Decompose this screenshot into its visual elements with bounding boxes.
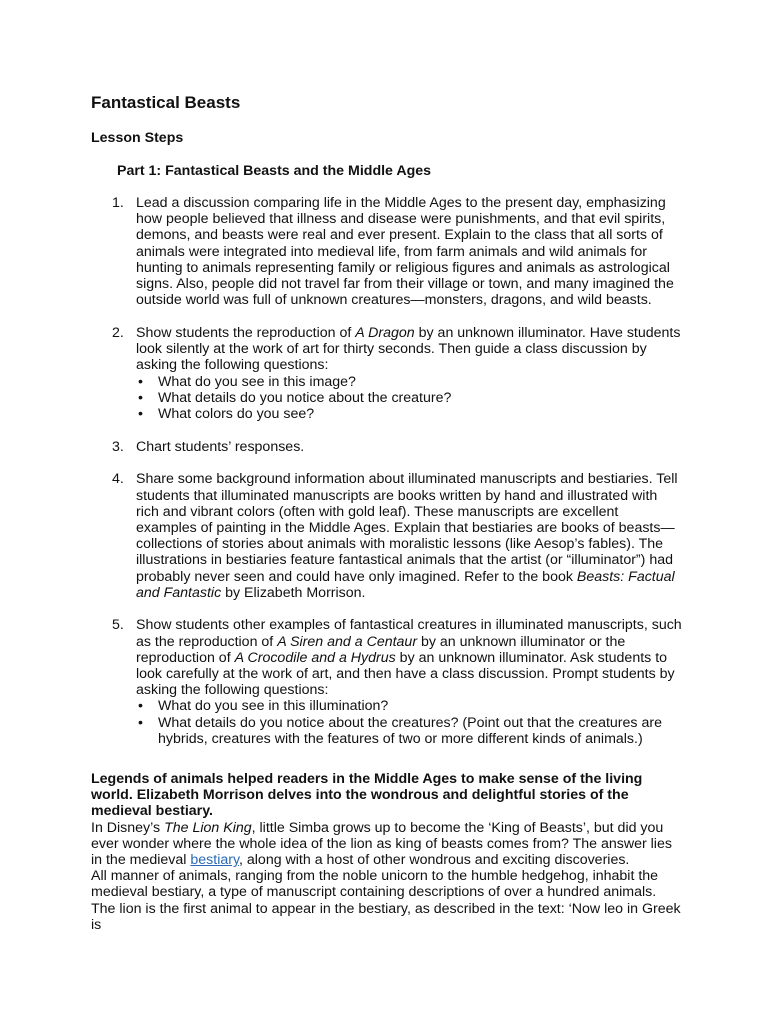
step-1 [112,195,682,308]
list-item: • What colors do you see? [136,406,682,422]
list-item: • What do you see in this image? [136,374,682,390]
step-2 [112,325,682,422]
list-item: • What details do you notice about the creatures? (Point out that the creatures are hybrids, creatures with the features of two or more different kinds of animals.) [136,715,682,747]
step-text: Show students the reproduction of A Dragon by an unknown illuminator. Have students look silently at the work of art for thirty seconds. Then guide a class discussion by asking the following questions: [136,324,681,374]
question-list [136,374,682,423]
step-number: 4. [112,471,124,488]
book-title: Beasts: Factual and Fantastic [136,568,675,601]
step-4 [112,471,682,601]
artwork-title: A Siren and a Centaur [277,633,418,650]
film-title: The Lion King [164,819,252,836]
step-number: 2. [112,324,124,341]
step-text: Show students other examples of fantastical creatures in illuminated manuscripts, such as the reproduction of A Siren and a Centaur by an unknown illuminator or the reproduction of A Crocodile and a Hydrus by an unknown illuminator. Ask students to look carefully at the work of art, and then have a class discussion. Prompt students by asking the following questions: [136,617,682,699]
part1-heading: Part 1: Fantastical Beasts and the Middle Ages [117,163,432,179]
article-lead: Legends of animals helped readers in the Middle Ages to make sense of the living world. Elizabeth Morrison delves into the wondrous and delightful stories of the medieval bestiary. [91,771,643,820]
article-excerpt [91,771,681,933]
step-text: Share some background information about illuminated manuscripts and bestiaries. Tell students that illuminated manuscripts are books written by hand and illustrated with rich and vibrant colors (often with gold leaf). These manuscripts are excellent examples of painting in the Middle Ages. Explain that bestiaries are books of beasts—collections of stories about animals with moralistic lessons (like Aesop’s fables). The illustrations in bestiaries feature fantastical animals that the artist (or “illuminator”) had probably never seen and could have only imagined. Refer to the book Beasts: Factual and Fantastic by Elizabeth Morrison. [136,471,678,601]
article-paragraph-1: In Disney’s The Lion King, little Simba grows up to become the ‘King of Beasts’, but did you ever wonder where the whole idea of the lion as king of beasts comes from? The answer lies in the medieval bestiary, along with a host of other wondrous and exciting discoveries. [91,819,672,869]
bestiary-link[interactable]: bestiary [190,852,239,869]
step-number: 3. [112,438,124,455]
article-paragraph-2: All manner of animals, ranging from the noble unicorn to the humble hedgehog, inhabit the medieval bestiary, a type of manuscript containing descriptions of over a hundred animals. The lion is the first animal to appear in the bestiary, as described in the text: ‘Now leo in Greek is [91,868,681,933]
step-text: Chart students’ responses. [136,438,305,455]
lesson-steps-heading: Lesson Steps [91,130,184,146]
lesson-steps-list [112,195,682,764]
step-text: Lead a discussion comparing life in the Middle Ages to the present day, emphasizing how people believed that illness and disease were punishments, and that evil spirits, demons, and beasts were real and ever present. Explain to the class that all sorts of animals were integrated into medieval life, from farm animals and wild animals for hunting to animals representing family or religious figures and animals as astrological signs. Also, people did not travel far from their village or town, and many imagined the outside world was full of unknown creatures—monsters, dragons, and wild beasts. [136,195,674,309]
step-number: 1. [112,195,124,211]
artwork-title: A Dragon [355,324,415,341]
question-list [136,698,682,747]
artwork-title: A Crocodile and a Hydrus [234,649,396,666]
page-title: Fantastical Beasts [91,93,241,112]
list-item: • What do you see in this illumination? [136,698,682,714]
step-number: 5. [112,617,124,634]
step-3 [112,439,682,455]
list-item: • What details do you notice about the creature? [136,390,682,406]
step-5 [112,617,682,747]
